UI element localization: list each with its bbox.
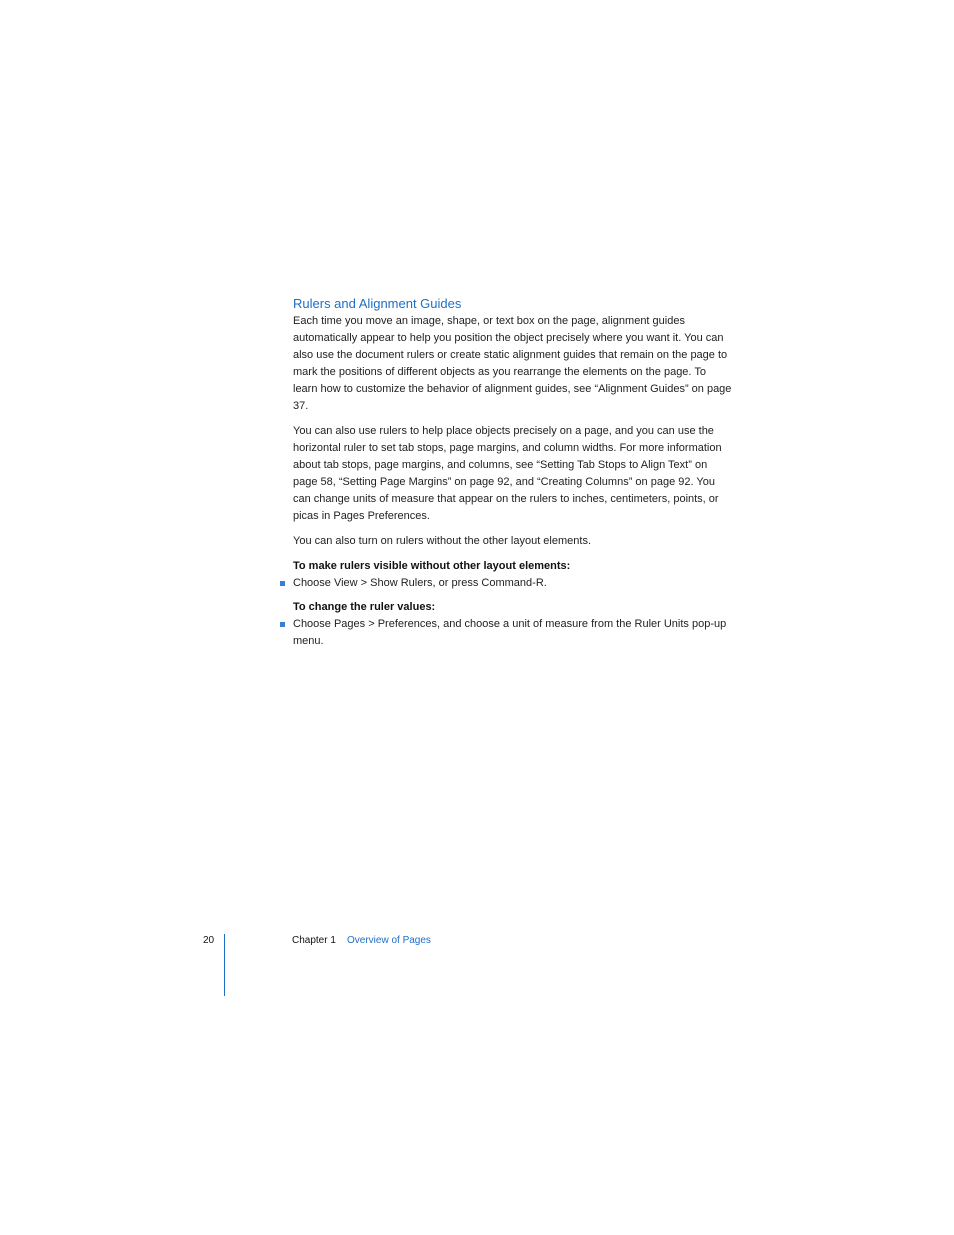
task-step-text: Choose Pages > Preferences, and choose a unit of measure from the Ruler Units pop-up menu.: [293, 618, 727, 647]
main-content: [293, 295, 733, 657]
body-paragraph: Each time you move an image, shape, or text box on the page, alignment guides automatically appear to help you position the object precisely where you want it. You can also use the document rulers or create static alignment guides that remain on the page to mark the positions of different objects as you rearrange the elements on the page. To learn how to customize the behavior of alignment guides, see “Alignment Guides” on page 37.: [293, 315, 732, 412]
section-title: Rulers and Alignment Guides: [293, 296, 462, 311]
task-step: [293, 575, 733, 592]
chapter-label: Chapter 1: [292, 935, 336, 946]
task-step-text: Choose View > Show Rulers, or press Command-R.: [293, 577, 547, 589]
chapter-title-link[interactable]: Overview of Pages: [347, 935, 431, 946]
page-footer: [0, 930, 954, 1000]
task-steps-list: [293, 616, 733, 650]
square-bullet-icon: [280, 622, 285, 627]
page-number: 20: [203, 935, 215, 946]
square-bullet-icon: [280, 581, 285, 586]
body-paragraph: You can also use rulers to help place objects precisely on a page, and you can use the horizontal ruler to set tab stops, page margins, and column widths. For more information about tab stops, page margins, and columns, see “Setting Tab Stops to Align Text” on page 58, “Setting Page Margins” on page 92, and “Creating Columns” on page 92. You can change units of measure that appear on the rulers to inches, centimeters, points, or picas in Pages Preferences.: [293, 425, 722, 522]
task-heading: To change the ruler values:: [293, 601, 436, 613]
task-step: [293, 616, 733, 650]
task-heading: To make rulers visible without other layout elements:: [293, 560, 571, 572]
task-steps-list: [293, 575, 733, 592]
body-paragraph: You can also turn on rulers without the other layout elements.: [293, 535, 591, 547]
footer-divider: [224, 934, 225, 996]
